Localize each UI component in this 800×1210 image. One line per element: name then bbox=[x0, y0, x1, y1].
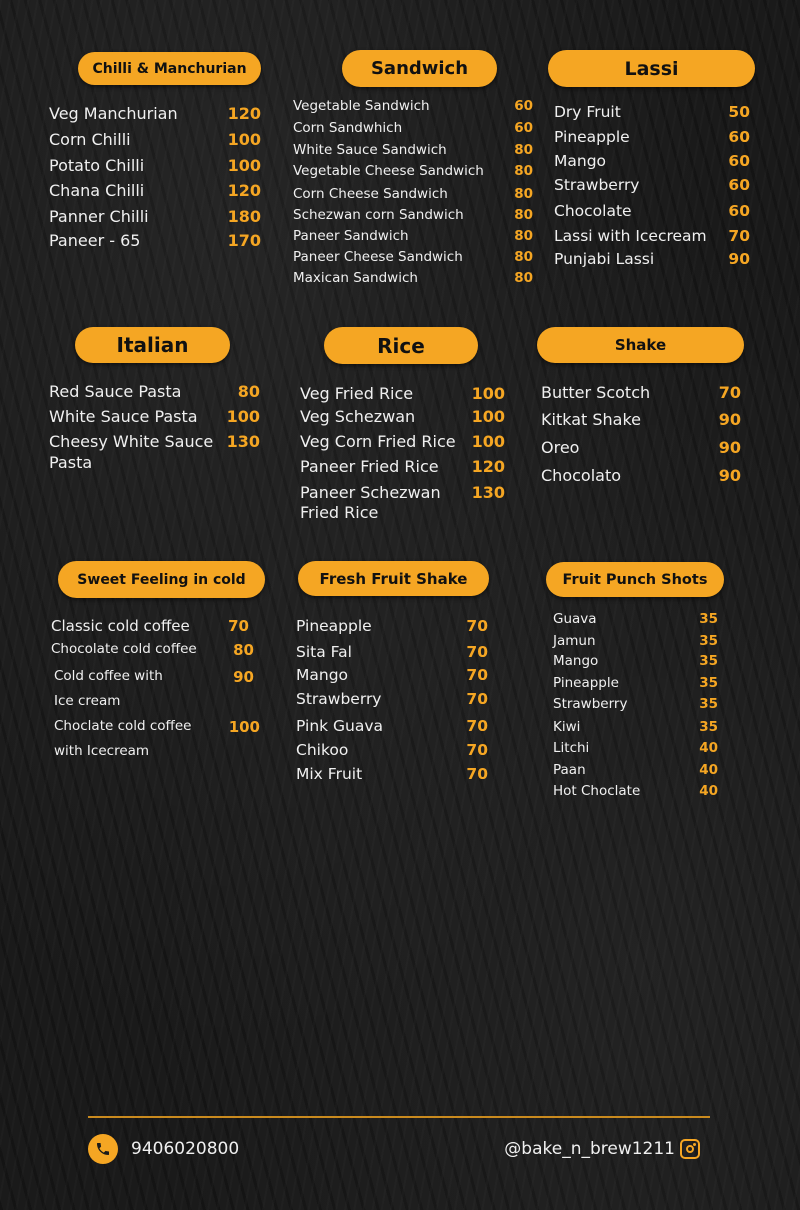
item-price: 60 bbox=[728, 202, 750, 220]
item-name: Mix Fruit bbox=[296, 765, 363, 783]
item-price: 40 bbox=[699, 762, 718, 778]
menu-section-italian bbox=[49, 382, 260, 477]
item-price: 70 bbox=[466, 666, 488, 684]
item-price: 50 bbox=[728, 103, 750, 121]
item-price: 70 bbox=[466, 717, 488, 735]
item-name: Veg Schezwan bbox=[300, 407, 416, 426]
item-price: 40 bbox=[699, 740, 718, 756]
item-name: Vegetable Cheese Sandwich bbox=[293, 163, 484, 179]
item-name: Schezwan corn Sandwich bbox=[293, 207, 464, 223]
item-price: 70 bbox=[466, 643, 488, 661]
instagram-icon bbox=[680, 1139, 700, 1159]
item-name: Kitkat Shake bbox=[541, 410, 641, 429]
item-name: Veg Fried Rice bbox=[300, 384, 414, 403]
item-name-line2: Fried Rice bbox=[300, 503, 379, 522]
item-name: Dry Fruit bbox=[554, 103, 621, 121]
item-name: Pink Guava bbox=[296, 717, 384, 735]
item-price: 120 bbox=[227, 181, 261, 200]
item-name: Strawberry bbox=[296, 690, 382, 708]
item-name: Pineapple bbox=[553, 675, 619, 691]
item-price: 80 bbox=[233, 641, 254, 659]
item-name: Strawberry bbox=[553, 696, 628, 712]
item-name: Strawberry bbox=[554, 176, 640, 194]
item-name: Cold coffee with bbox=[54, 668, 163, 684]
menu-section-shake bbox=[541, 383, 741, 493]
item-name: Paneer - 65 bbox=[49, 231, 141, 250]
item-price: 70 bbox=[466, 765, 488, 783]
menu-section-chilli-manchurian bbox=[49, 104, 261, 254]
item-name: Pineapple bbox=[296, 617, 372, 635]
item-price: 70 bbox=[466, 617, 488, 635]
item-name: Corn Chilli bbox=[49, 130, 131, 149]
item-price: 40 bbox=[699, 783, 718, 799]
item-name: Pineapple bbox=[554, 128, 630, 146]
item-price: 100 bbox=[471, 407, 505, 426]
item-price: 90 bbox=[718, 438, 741, 457]
section-header-shake: Shake bbox=[537, 327, 744, 363]
item-price: 70 bbox=[466, 690, 488, 708]
item-name: White Sauce Sandwich bbox=[293, 142, 447, 158]
item-price: 60 bbox=[728, 128, 750, 146]
menu-section-sweet-feeling-in-cold bbox=[51, 617, 260, 767]
section-header-fresh-fruit-shake: Fresh Fruit Shake bbox=[298, 561, 489, 596]
item-name: Chocolato bbox=[541, 466, 621, 485]
item-name: White Sauce Pasta bbox=[49, 407, 198, 426]
phone-number: 9406020800 bbox=[131, 1139, 240, 1159]
item-name: Lassi with Icecream bbox=[554, 227, 707, 245]
item-name: Paneer Fried Rice bbox=[300, 457, 439, 476]
item-name: Oreo bbox=[541, 438, 580, 457]
item-price: 35 bbox=[699, 611, 718, 627]
item-name: Guava bbox=[553, 611, 597, 627]
instagram-handle: @bake_n_brew1211 bbox=[504, 1139, 675, 1159]
item-price: 100 bbox=[471, 384, 505, 403]
item-price: 80 bbox=[514, 228, 533, 244]
footer-instagram[interactable] bbox=[504, 1134, 700, 1164]
item-name: Paneer Schezwan bbox=[300, 483, 441, 502]
item-price: 35 bbox=[699, 633, 718, 649]
item-price: 35 bbox=[699, 696, 718, 712]
item-price: 120 bbox=[471, 457, 505, 476]
item-price: 100 bbox=[228, 718, 260, 736]
item-price: 90 bbox=[728, 250, 750, 268]
item-price: 100 bbox=[227, 130, 261, 149]
item-price: 100 bbox=[226, 407, 260, 426]
item-name: Paan bbox=[553, 762, 586, 778]
item-name: Paneer Sandwich bbox=[293, 228, 409, 244]
item-name: Maxican Sandwich bbox=[293, 270, 418, 286]
item-name: Vegetable Sandwich bbox=[293, 98, 430, 114]
item-name: Chocolate bbox=[554, 202, 632, 220]
item-name: Corn Sandwhich bbox=[293, 120, 403, 136]
item-name: Litchi bbox=[553, 740, 590, 756]
item-name-line2: with Icecream bbox=[54, 743, 150, 759]
section-header-sweet-feeling-in-cold: Sweet Feeling in cold bbox=[58, 561, 265, 598]
item-price: 80 bbox=[514, 249, 533, 265]
menu-section-sandwich bbox=[293, 98, 533, 293]
item-price: 35 bbox=[699, 675, 718, 691]
item-price: 100 bbox=[227, 156, 261, 175]
item-price: 80 bbox=[514, 142, 533, 158]
item-price: 120 bbox=[227, 104, 261, 123]
item-price: 100 bbox=[471, 432, 505, 451]
item-name: Paneer Cheese Sandwich bbox=[293, 249, 463, 265]
item-name: Mango bbox=[554, 152, 607, 170]
item-name: Chikoo bbox=[296, 741, 349, 759]
item-name: Potato Chilli bbox=[49, 156, 145, 175]
item-price: 35 bbox=[699, 653, 718, 669]
menu-section-fresh-fruit-shake bbox=[296, 617, 488, 787]
section-header-rice: Rice bbox=[324, 327, 478, 364]
item-price: 90 bbox=[233, 668, 254, 686]
footer-phone[interactable] bbox=[88, 1133, 239, 1165]
item-name: Choclate cold coffee bbox=[54, 718, 192, 734]
item-price: 60 bbox=[728, 152, 750, 170]
menu-section-fruit-punch-shots bbox=[553, 611, 718, 801]
item-name: Hot Choclate bbox=[553, 783, 641, 799]
item-price: 60 bbox=[514, 98, 533, 114]
item-name: Butter Scotch bbox=[541, 383, 651, 402]
item-price: 35 bbox=[699, 719, 718, 735]
item-price: 180 bbox=[227, 207, 261, 226]
item-name: Punjabi Lassi bbox=[554, 250, 655, 268]
item-name: Chocolate cold coffee bbox=[51, 641, 197, 657]
section-header-chilli-manchurian: Chilli & Manchurian bbox=[78, 52, 261, 85]
item-price: 70 bbox=[228, 617, 249, 635]
section-header-italian: Italian bbox=[75, 327, 230, 363]
menu-section-rice bbox=[300, 384, 505, 524]
item-price: 90 bbox=[718, 466, 741, 485]
item-name: Sita Fal bbox=[296, 643, 352, 661]
section-header-lassi: Lassi bbox=[548, 50, 755, 87]
item-price: 170 bbox=[227, 231, 261, 250]
item-price: 130 bbox=[226, 432, 260, 451]
item-name: Kiwi bbox=[553, 719, 581, 735]
item-price: 70 bbox=[466, 741, 488, 759]
section-header-fruit-punch-shots: Fruit Punch Shots bbox=[546, 562, 724, 597]
section-header-sandwich: Sandwich bbox=[342, 50, 497, 87]
item-price: 130 bbox=[471, 483, 505, 502]
item-price: 90 bbox=[718, 410, 741, 429]
item-name: Mango bbox=[296, 666, 349, 684]
item-name: Mango bbox=[553, 653, 599, 669]
item-name: Veg Corn Fried Rice bbox=[300, 432, 456, 451]
item-price: 60 bbox=[728, 176, 750, 194]
item-price: 80 bbox=[514, 186, 533, 202]
item-price: 80 bbox=[514, 163, 533, 179]
item-name: Veg Manchurian bbox=[49, 104, 178, 123]
item-price: 70 bbox=[718, 383, 741, 402]
menu-section-lassi bbox=[554, 103, 750, 273]
footer-divider bbox=[88, 1116, 710, 1118]
item-price: 80 bbox=[514, 207, 533, 223]
item-name: Cheesy White Sauce bbox=[49, 432, 214, 451]
item-price: 70 bbox=[728, 227, 750, 245]
item-price: 80 bbox=[237, 382, 260, 401]
item-price: 60 bbox=[514, 120, 533, 136]
phone-icon bbox=[88, 1134, 118, 1164]
item-name: Panner Chilli bbox=[49, 207, 149, 226]
item-name: Classic cold coffee bbox=[51, 617, 190, 635]
item-name: Chana Chilli bbox=[49, 181, 145, 200]
item-name-line2: Pasta bbox=[49, 453, 93, 472]
item-name: Jamun bbox=[553, 633, 596, 649]
item-price: 80 bbox=[514, 270, 533, 286]
item-name-line2: Ice cream bbox=[54, 693, 121, 709]
item-name: Red Sauce Pasta bbox=[49, 382, 182, 401]
item-name: Corn Cheese Sandwich bbox=[293, 186, 448, 202]
